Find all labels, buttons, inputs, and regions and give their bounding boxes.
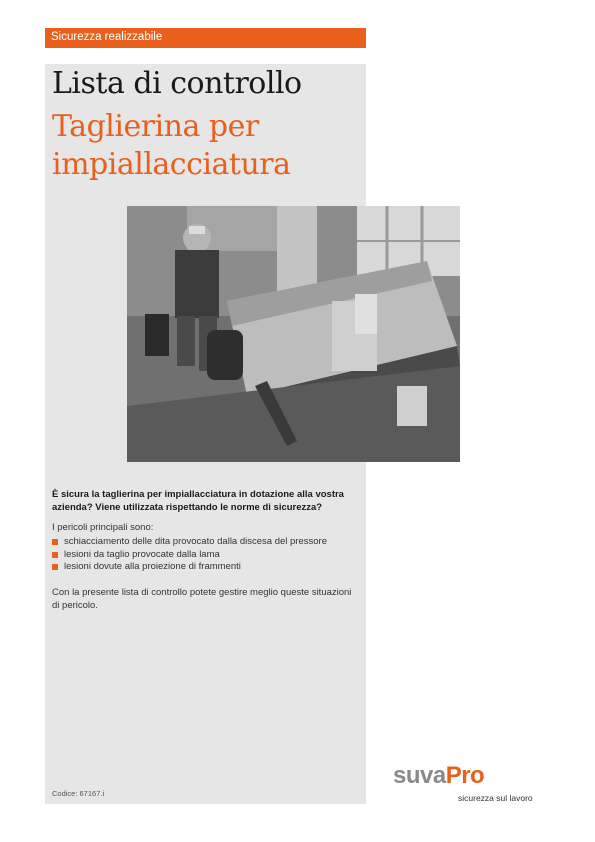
machine-photo	[127, 206, 460, 462]
section-label: Sicurezza realizzabile	[51, 31, 163, 43]
list-item	[52, 561, 372, 574]
section-band	[45, 28, 366, 48]
list-item	[52, 536, 372, 549]
logo-suva: suva	[393, 762, 446, 789]
bullet-square-icon	[52, 552, 58, 558]
closing-text: Con la presente lista di controllo potete gestire meglio queste situazioni di pericolo.	[52, 587, 352, 611]
logo-pro: Pro	[445, 762, 485, 789]
bullet-square-icon	[52, 564, 58, 570]
logo-tagline: sicurezza sul lavoro	[458, 793, 533, 803]
dangers-list	[52, 536, 372, 574]
danger-text: schiacciamento delle dita provocato dalla discesa del pressore	[64, 536, 327, 547]
dangers-heading: I pericoli principali sono:	[52, 522, 154, 533]
bullet-square-icon	[52, 539, 58, 545]
doc-subtitle: Taglierina per impiallacciatura	[52, 109, 291, 182]
danger-text: lesioni dovute alla proiezione di frammenti	[64, 561, 241, 572]
intro-question: È sicura la taglierina per impiallacciatura in dotazione alla vostra azienda? Viene utilizzata rispettando le norme di sicurezza?	[52, 489, 344, 513]
doc-title: Lista di controllo	[52, 66, 302, 101]
list-item	[52, 549, 372, 562]
document-code: Codice: 67167.i	[52, 789, 105, 798]
suvapro-logo	[393, 762, 484, 790]
danger-text: lesioni da taglio provocate dalla lama	[64, 548, 220, 560]
